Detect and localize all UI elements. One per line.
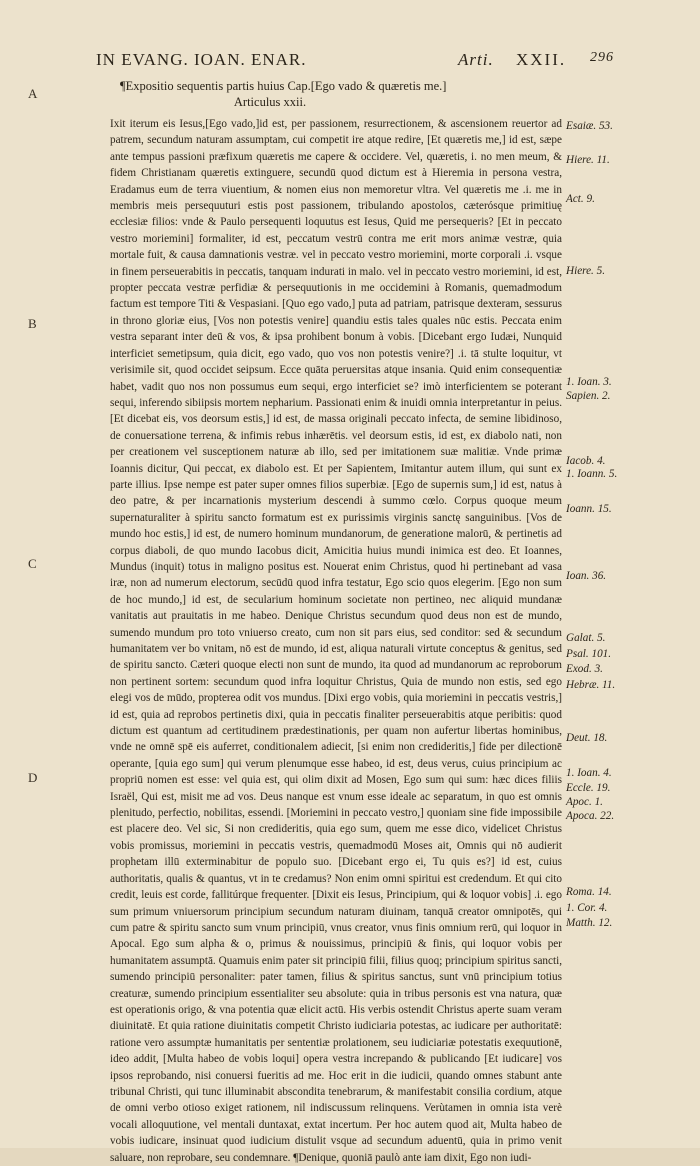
section-subtitle	[120, 78, 540, 110]
margin-note: Apoc. 1.	[566, 796, 603, 808]
margin-note: 1. Cor. 4.	[566, 902, 608, 914]
running-header	[96, 50, 614, 72]
margin-note: Iacob. 4.	[566, 455, 606, 467]
margin-note: Sapien. 2.	[566, 390, 611, 402]
subtitle-line-2: Articulus xxii.	[233, 95, 307, 109]
margin-note: 1. Ioan. 3.	[566, 376, 612, 388]
section-letter-c: C	[28, 556, 37, 571]
margin-note: Matth. 12.	[566, 917, 613, 929]
section-letter-d: D	[28, 770, 38, 785]
margin-note: Ioan. 36.	[566, 570, 607, 582]
margin-note: 1. Ioann. 5.	[566, 468, 618, 480]
running-title: IN EVANG. IOAN. ENAR.	[96, 50, 307, 69]
margin-note: Act. 9.	[566, 193, 595, 205]
margin-note: Exod. 3.	[566, 663, 603, 675]
margin-note: Deut. 18.	[566, 732, 608, 744]
margin-note: Roma. 14.	[566, 886, 612, 898]
margin-note: Ioann. 15.	[566, 503, 612, 515]
subtitle-line-1: ¶Expositio sequentis partis huius Cap.[Ego vado & quæretis me.]	[120, 79, 447, 93]
margin-note: Apoca. 22.	[566, 810, 615, 822]
section-letter-b: B	[28, 316, 37, 331]
margin-note: Esaiæ. 53.	[566, 120, 613, 132]
chapter-number: XXII.	[516, 50, 567, 69]
folio-number: 296	[590, 50, 614, 65]
article-label: Arti.	[458, 50, 494, 69]
margin-note: Hiere. 11.	[566, 154, 610, 166]
margin-note: Hebræ. 11.	[566, 679, 616, 691]
margin-note: Hiere. 5.	[566, 265, 606, 277]
main-text: Ixit iterum eis Iesus,[Ego vado,]id est, per passionem, resurrectionem, & ascensionem reuertor ad patrem, secundum naturam assumptam, cui competit ire atque redire, [Et quæretis me,] id est, sæpe ante tempus passioni præfixum quæretis me capere & occidere. Vel, quæretis, i. no men meum, & fidem Christianam quæretis extinguere, secundū quod dictum est à Hieremia in persona vestra, Eradamus eum de terra viuentium, & nomen eius non memoretur vltra. Vel quæretis me .i. me in membris meis persequuturi estis post passionem, tribulando apostolos, cæterósque primitiuę ecclesiæ filios: vnde & Paulo persequenti loquutus est Iesus, Quid me persequeris? [Et in peccato vestro moriemini] formaliter, id est, peccatum vestrū contra me erit mors animæ vestræ, quia mortale fuit, & causa damnationis vestræ. vel in peccato vestro moriemini, morte corporali .i. vsque in finem perseuerabitis in peccatis, tanquam indurati in malo. vel in peccato vestro moriemini, id est, propter peccata vestræ perfidiæ & persequutionis in me occidemini à Romanis, quemadmodum factum est tempore Titi & Vespasiani. [Quo ego vado,] puta ad patriam, patrisque dexteram, sessurus in throno gloriæ eius, [Vos non potestis venire] quandiu estis tales quales nūc estis. Peccata enim vestra separant inter deū & vos, & ipsa prohibent bonum à vobis. [Dicebant ergo Iudæi, Nunquid interficiet semetipsum, quia dicit, ego vado, quo vos non potestis venire?] .i. tā stulte loquitur, vt verisimile sit, quod occidet seipsum. Ecce quāta peruersitas atque insania. Quid enim consequentiæ habet, vadit quo nos non possumus eum sequi, ergo interficiet se? imò interficientem se poterant sequi, inferendo sibiipsis mortem nepharium. Passionati enim & inuidi omnia interpretantur in peius. [Et dicebat eis, vos deorsum estis,] id est, de massa originali peccato infecta, de semine libidinoso, de conuersatione terrena, & infimis rebus inhærētis. vel deorsum estis, id est, ex diabolo nati, non per creationem vel susceptionem naturæ ab illo, sed per imitationem suæ malitiæ. Vnde primæ Ioannis dicitur, Qui peccat, ex diabolo est. Et per Sapientem, Imitantur autem illum, qui sunt ex parte illius. Ipse nempe est pater super omnes filios superbiæ. [Ego de supernis sum,] id est, natus à deo patre, & per incarnationis mysterium descendi à summo cœlo. Corpus quoque meum supernaturaliter à spiritu sancto formatum est ex purissimis virginis sanctę sanguinibus. [Vos de mundo hoc estis,] id est, de numero hominum mundanorum, de generatione malorū, & pertinetis ad corpus diaboli, de quo mundo Iacobus dicit, Amicitia huius mundi inimica est deo. Et Ioannes, Mundus (inquit) totus in maligno positus est. Nouerat enim Christus, quod hi pertinebant ad vasa iræ, non ad numerum electorum, secūdū quod infra testatur, Ego scio quos elegerim. [Ego non sum de hoc mundo,] id est, de secularium hominum societate non pertineo, nec aliquid mundanæ vanitatis aut prauitatis in me habeo. Denique Christus secundum quod deus non est de mundo, sumendo mundum pro toto vniuerso creato, cum non sit pars eius, sed conditor: sed & secundum humanitatem ver bo vnitam, nō est de mundo, id est, aliqua naturali virtute conceptus & genitus, sed de spiritu sancto. Cæteri quoque electi non sunt de mundo, ita quod ad mundanorum ac reproborum non pertinent sortem: secundum quod infra loquitur Christus, Quia de mundo non estis, sed ego elegi vos de mūdo, propterea odit vos mundus. [Dixi ergo vobis, quia moriemini in peccatis vestris,] id est, quia ad reprobos pertinetis dixi, quia in peccatis finaliter perseuerabitis atque peribitis: quod dictum est quantum ad certitudinem prædestinationis, per quam non aufertur libertas hominibus, vnde ne omnē spē eis auferret, conditionalem adiecit, [si enim non credideritis,] fide per dilectionē operante, [quia ego sum] qui verum plenumque esse habeo, id est, deus verus, cuius principium ac propriū nomen est esse: vel quia est, qui olim dixit ad Mosen, Ego sum qui sum: hæc dices filiis Israël, Qui est, misit me ad vos. Deus nanque est vnum esse ideale ac separatum, in quo est omnis plenitudo, perfectio, nobilitas, essendi. [Moriemini in peccato vestro,] quoniam sine fide impossibile est placere deo. Vel sic, Si non credideritis, quia ego sum, quem me esse dico, videlicet Christus vobis promissus, moriemini in peccatis vestris, quemadmodū Moses ait, Omnis qui nō audierit prophetam illū exterminabitur de populo suo. [Dicebant ergo ei, Tu quis es?] id est, cuius authoritatis, qualis & quantus, vt in te credamus? Non enim omni spiritui est credendum. Et qui cito credit, leuis est corde, fallitúrque frequenter. [Dixit eis Iesus, Principium, qui & loquor vobis] .i. ego sum primum vniuersorum principium secundum naturam diuinam, tanquā creator omnipotēs, qui cum patre & spiritu sancto sum vnum principiū, vnus creator, vnus finis omnium rerū, qui loquor in Apocal. Ego sum alpha & o, primus & nouissimus, principiū & finis, qui loquor vobis per humanitatem assumptā. Quamuis enim pater sit principiū filii, filius quoq; principium spiritus sancti, sumendo principiū personaliter: pater tamen, filius & spiritus sanctus, sunt vnū principium totius creaturæ, sumendo principium essentialiter seu absolute: quia in tribus personis est vna natura, quæ est operationis origo, & vna potentia quæ elicit actū. His verbis ostendit Christus aperte suam veram diuinitatē. Et quia ratione diuinitatis competit Christo iudiciaria potestas, ac iudicare per authoritatē: ratione vero assumptæ humanitatis per sententiæ prolationem, seu iudiciariæ potestatis exequutionē, ideo addit, [Multa habeo de vobis loqui] opera vestra increpando & publicando [Et iudicare] vos ipsos reprobando, nisi conuersi fueritis ad me. Hoc erit in die iudicii, quando omnes stabunt ante tribunal Christi, qui tunc illuminabit abscondita tenebrarum, & manifestabit consilia cordium, atque de omni verbo otioso exiget rationem, nil indiscussum relinquens. Verùtamen in omnia ista verè vocali alloquutione, vel mentali duntaxat, extat incertum. Per hoc autem quod ait, Multa habeo de vobis iudicare, insinuat quod iudicium distulit vsque ad secundum aduentū, quia in primo venit saluare, non reprobare, seu condemnare. ¶Denique, quoniā paulò ante iam dixit, Ego non iudi-	[110, 118, 562, 1164]
margin-note: Galat. 5.	[566, 632, 606, 644]
section-letter-a: A	[28, 86, 38, 101]
margin-note: 1. Ioan. 4.	[566, 767, 612, 779]
margin-note: Psal. 101.	[566, 648, 612, 660]
margin-note: Eccle. 19.	[566, 782, 611, 794]
